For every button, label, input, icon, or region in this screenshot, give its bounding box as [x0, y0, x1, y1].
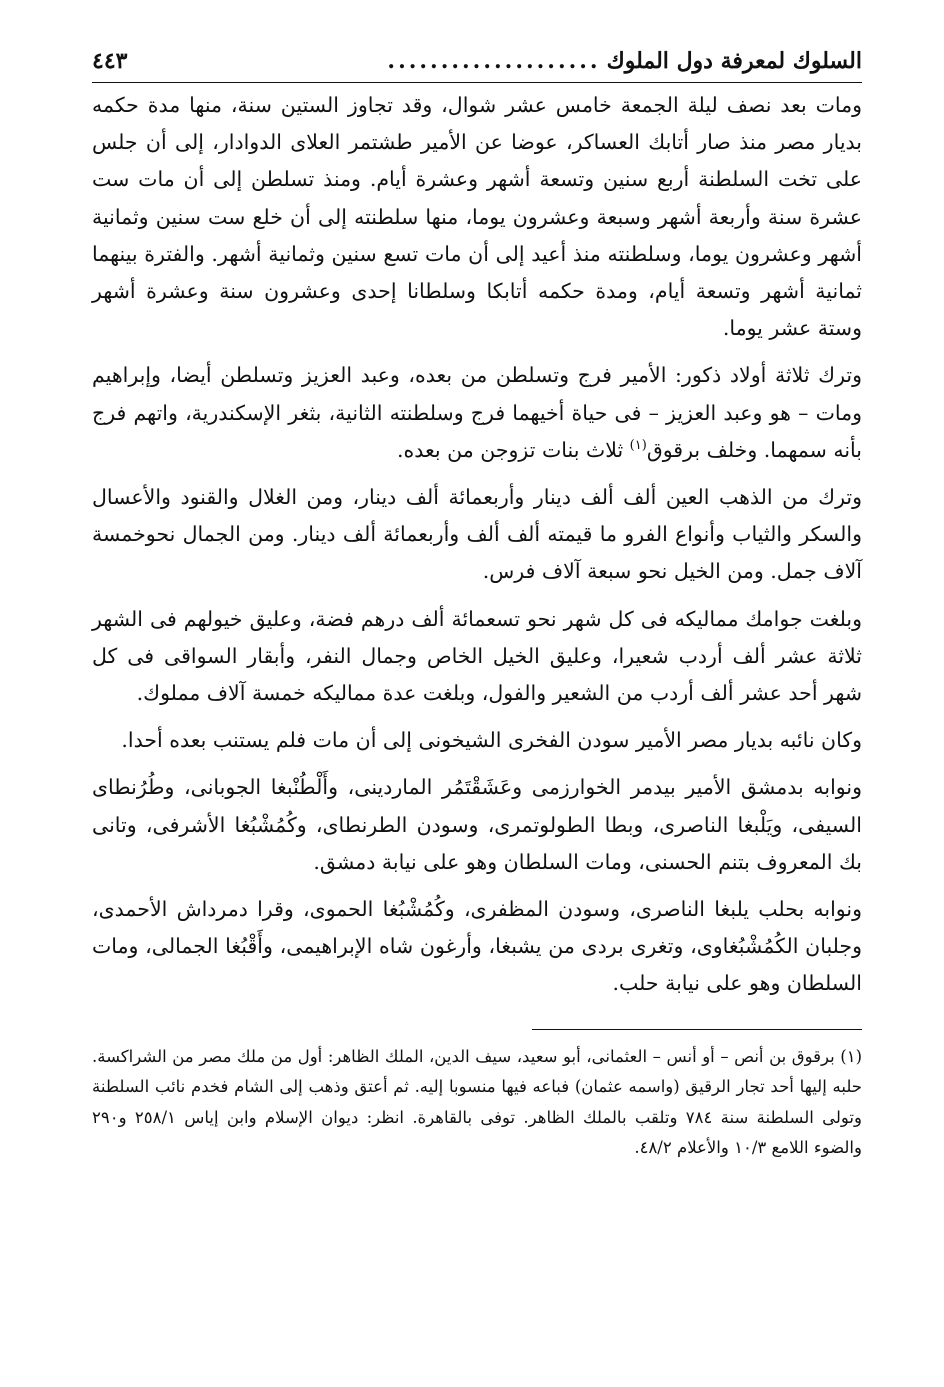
paragraph-5: وكان نائبه بديار مصر الأمير سودن الفخرى الشيخونى إلى أن مات فلم يستنب بعده أحدا.: [121, 728, 862, 753]
header-leader-dots: ....................: [387, 48, 601, 74]
footnote: (١) برقوق بن أنص – أو أنس – العثمانى، أبو سعيد، سيف الدين، الملك الظاهر: أول من ملك مصر من الشراكسة. حلبه إليها أحد تجار الرقيق (واسمه عثمان) فباعه فيها منسوبا إليه. ثم أعتق وذهب إلى الشام فخدم نائب السلطنة وتولى السلطنة سنة ٧٨٤ وتلقب بالملك الظاهر. توفى بالقاهرة. انظر: ديوان الإسلام وابن إياس ٢٥٨/١ و٢٩٠ والضوء اللامع ١٠/٣ والأعلام ٤٨/٢.: [92, 1046, 862, 1158]
page-number: ٤٤٣: [92, 48, 128, 74]
paragraph-1: ومات بعد نصف ليلة الجمعة خامس عشر شوال، وقد تجاوز الستين سنة، منها مدة حكمه بديار مصر منذ صار أتابك العساكر، عوضا عن الأمير طشتمر العلاى الدوادار، إلى أن جلس على تخت السلطنة أربع سنين وتسعة أشهر وعشرة أيام. ومنذ تسلطن إلى أن مات ست عشرة سنة وأربعة أشهر وسبعة وعشرون يوما، منها سلطنته إلى أن خلع ست سنين وثمانية أشهر وعشرون يوما، وسلطنته منذ أعيد إلى أن مات تسع سنين وثمانية أشهر. والفترة بينهما ثمانية أشهر وتسعة أيام، ومدة حكمه أتابكا وسلطانا إحدى وعشرون سنة وعشرة أشهر وستة عشر يوما.: [92, 93, 862, 341]
running-header: [92, 40, 862, 83]
book-page: [92, 40, 862, 1360]
paragraph-3: وترك من الذهب العين ألف ألف دينار وأربعمائة ألف دينار، ومن الغلال والقنود والأعسال والسكر والثياب وأنواع الفرو ما قيمته ألف ألف وأربعمائة ألف دينار. ومن الجمال نحوخمسة آلاف جمل. ومن الخيل نحو سبعة آلاف فرس.: [92, 485, 862, 584]
paragraph-4: وبلغت جوامك مماليكه فى كل شهر نحو تسعمائة ألف درهم فضة، وعليق خيولهم فى الشهر ثلاثة عشر ألف أردب شعيرا، وعليق الخيل الخاص وجمال النفر، وأبقار السواقى فى كل شهر أحد عشر ألف أردب من الشعير والفول، وبلغت عدة مماليكه خمسة آلاف مملوك.: [92, 606, 862, 706]
paragraph-2: [92, 357, 862, 469]
paragraph-6: ونوابه بدمشق الأمير بيدمر الخوارزمى وعَشَقْتَمُر الماردينى، وأَلْطُنْبغا الجوبانى، وطُرُنطاى السيفى، ويَلْبغا الناصرى، وبطا الطولوتمرى، وسودن الطرنطاى، وكُمُشْبُغا الأشرفى، وتانى بك المعروف بتنم الحسنى، ومات السلطان وهو على نيابة دمشق.: [92, 775, 862, 874]
paragraph-2-tail: ثلاث بنات تزوجن من بعده.: [397, 437, 630, 462]
footnote-reference[interactable]: (١): [629, 438, 647, 453]
paragraph-2-text: وترك ثلاثة أولاد ذكور: الأمير فرج وتسلطن من بعده، وعبد العزيز وتسلطن أيضا، وإبراهيم ومات – هو وعبد العزيز – فى حياة أخيهما فرج وسلطنته الثانية، بثغر الإسكندرية، واتهم فرج بأنه سمهما. وخلف برقوق: [92, 363, 862, 462]
main-text: [92, 87, 862, 1003]
footnote-separator: [532, 1029, 862, 1030]
paragraph-7: ونوابه بحلب يلبغا الناصرى، وسودن المظفرى، وكُمُشْبُغا الحموى، وقرا دمرداش الأحمدى، وجلبان الكُمُشْبُغاوى، وتغرى بردى من يشبغا، وأرغون شاه الإبراهيمى، وأَقْبُغا الجمالى، ومات السلطان وهو على نيابة حلب.: [92, 897, 862, 996]
running-title: السلوك لمعرفة دول الملوك: [606, 48, 862, 74]
